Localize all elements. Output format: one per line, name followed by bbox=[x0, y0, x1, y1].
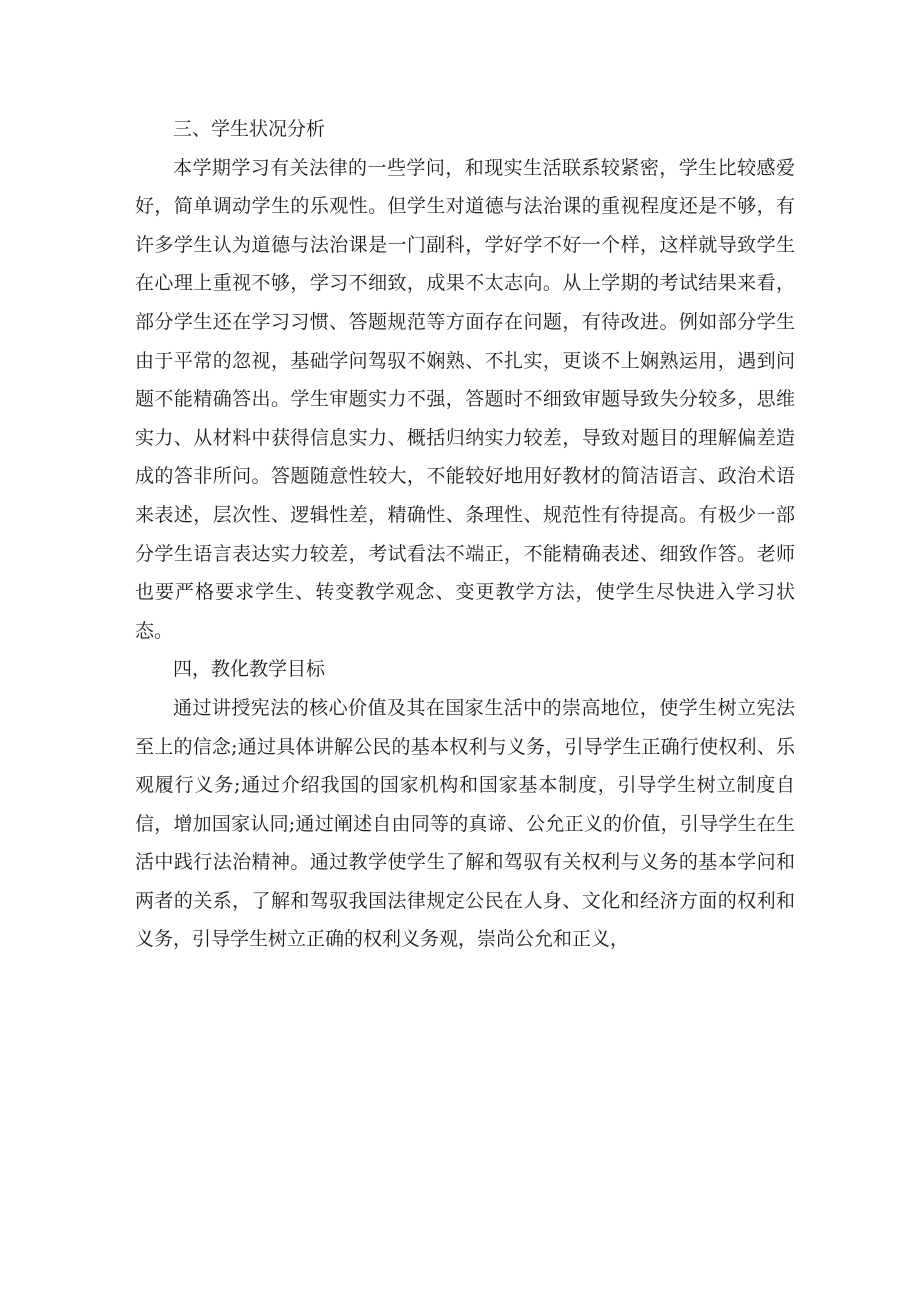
section-4-heading: 四，教化教学目标 bbox=[173, 658, 326, 681]
document-page bbox=[135, 110, 795, 959]
section-3-heading: 三、学生状况分析 bbox=[173, 118, 326, 140]
section-4-paragraph: 通过讲授宪法的核心价值及其在国家生活中的崇高地位，使学生树立宪法至上的信念;通过具体讲解公民的基本权利与义务，引导学生正确行使权利、乐观履行义务;通过介绍我国的国家机构和国家基本制度，引导学生树立制度自信，增加国家认同;通过阐述自由同等的真谛、公允正义的价值，引导学生在生活中践行法治精神。通过教学使学生了解和驾驭有关权利与义务的基本学问和两者的关系，了解和驾驭我国法律规定公民在人身、文化和经济方面的权利和义务，引导学生树立正确的权利义务观，崇尚公允和正义， bbox=[135, 696, 795, 951]
section-3-paragraph: 本学期学习有关法律的一些学问，和现实生活联系较紧密，学生比较感爱好，简单调动学生的乐观性。但学生对道德与法治课的重视程度还是不够，有许多学生认为道德与法治课是一门副科，学好学不好一个样，这样就导致学生在心理上重视不够，学习不细致，成果不太志向。从上学期的考试结果来看，部分学生还在学习习惯、答题规范等方面存在问题，有待改进。例如部分学生由于平常的忽视，基础学问驾驭不娴熟、不扎实，更谈不上娴熟运用，遇到问题不能精确答出。学生审题实力不强，答题时不细致审题导致失分较多，思维实力、从材料中获得信息实力、概括归纳实力较差，导致对题目的理解偏差造成的答非所问。答题随意性较大，不能较好地用好教材的简洁语言、政治术语来表述，层次性、逻辑性差，精确性、条理性、规范性有待提高。有极少一部分学生语言表达实力较差，考试看法不端正，不能精确表述、细致作答。老师也要严格要求学生、转变教学观念、变更教学方法，使学生尽快进入学习状态。 bbox=[135, 156, 795, 642]
